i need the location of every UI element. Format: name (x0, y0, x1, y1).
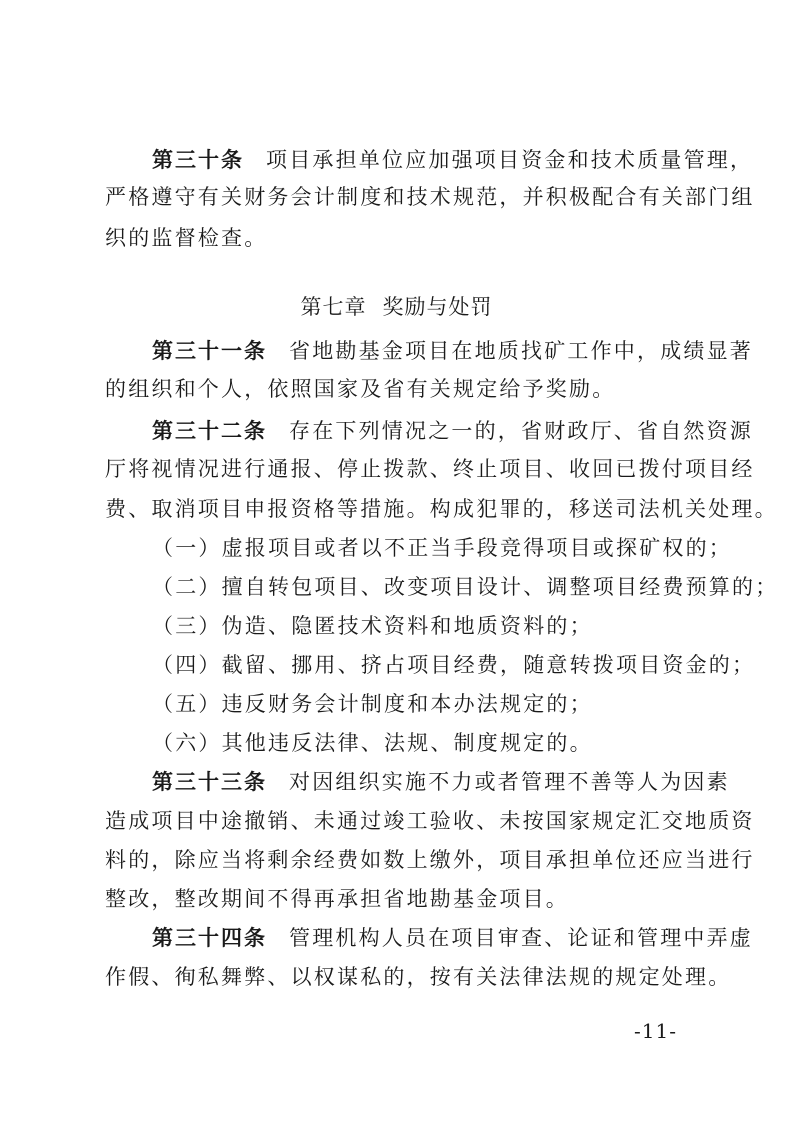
art34-line1 (152, 924, 752, 952)
art31-heading: 第三十一条 (152, 339, 267, 363)
art34-line2: 作假、徇私舞弊、以权谋私的，按有关法律法规的规定处理。 (105, 965, 732, 989)
art33-line1 (152, 768, 752, 796)
art30-line3: 织的监督检查。 (105, 226, 268, 250)
chapter-heading (0, 293, 793, 321)
art32-item-4: （四）截留、挪用、挤占项目经费，随意转拨项目资金的； (152, 653, 756, 677)
art32-line1 (152, 417, 752, 445)
art32-item-1: （一）虚报项目或者以不正当手段竞得项目或探矿权的； (152, 536, 732, 560)
chapter-number: 第七章 (300, 295, 367, 319)
art30-heading: 第三十条 (152, 148, 244, 172)
art34-text-1: 管理机构人员在项目审查、论证和管理中弄虚 (289, 926, 753, 950)
art33-heading: 第三十三条 (152, 770, 267, 794)
art32-item-2: （二）擅自转包项目、改变项目设计、调整项目经费预算的； (152, 575, 779, 599)
art33-text-1: 对因组织实施不力或者管理不善等人为因素 (289, 770, 730, 794)
art32-heading: 第三十二条 (152, 419, 267, 443)
page-number: -11- (634, 1019, 677, 1043)
art31-line1 (152, 337, 752, 365)
art32-item-5: （五）违反财务会计制度和本办法规定的； (152, 692, 593, 716)
art33-line2: 造成项目中途撤销、未通过竣工验收、未按国家规定汇交地质资 (105, 809, 755, 833)
art32-line3: 费、取消项目申报资格等措施。构成犯罪的，移送司法机关处理。 (105, 497, 778, 521)
art32-line2: 厅将视情况进行通报、停止拨款、终止项目、收回已拨付项目经 (105, 457, 755, 481)
art34-heading: 第三十四条 (152, 926, 267, 950)
art30-line2: 严格遵守有关财务会计制度和技术规范，并积极配合有关部门组 (105, 185, 755, 209)
art30-line1 (152, 146, 752, 174)
art30-text-1: 项目承担单位应加强项目资金和技术质量管理， (266, 148, 754, 172)
art32-item-6: （六）其他违反法律、法规、制度规定的。 (152, 731, 593, 755)
art33-line4: 整改，整改期间不得再承担省地勘基金项目。 (105, 887, 569, 911)
art31-text-1: 省地勘基金项目在地质找矿工作中，成绩显著 (289, 339, 753, 363)
art33-line3: 料的，除应当将剩余经费如数上缴外，项目承担单位还应当进行 (105, 848, 755, 872)
art32-item-3: （三）伪造、隐匿技术资料和地质资料的； (152, 614, 593, 638)
art32-text-1: 存在下列情况之一的，省财政厅、省自然资源 (289, 419, 753, 443)
chapter-title: 奖励与处罚 (382, 295, 493, 319)
art31-line2: 的组织和个人，依照国家及省有关规定给予奖励。 (105, 377, 616, 401)
